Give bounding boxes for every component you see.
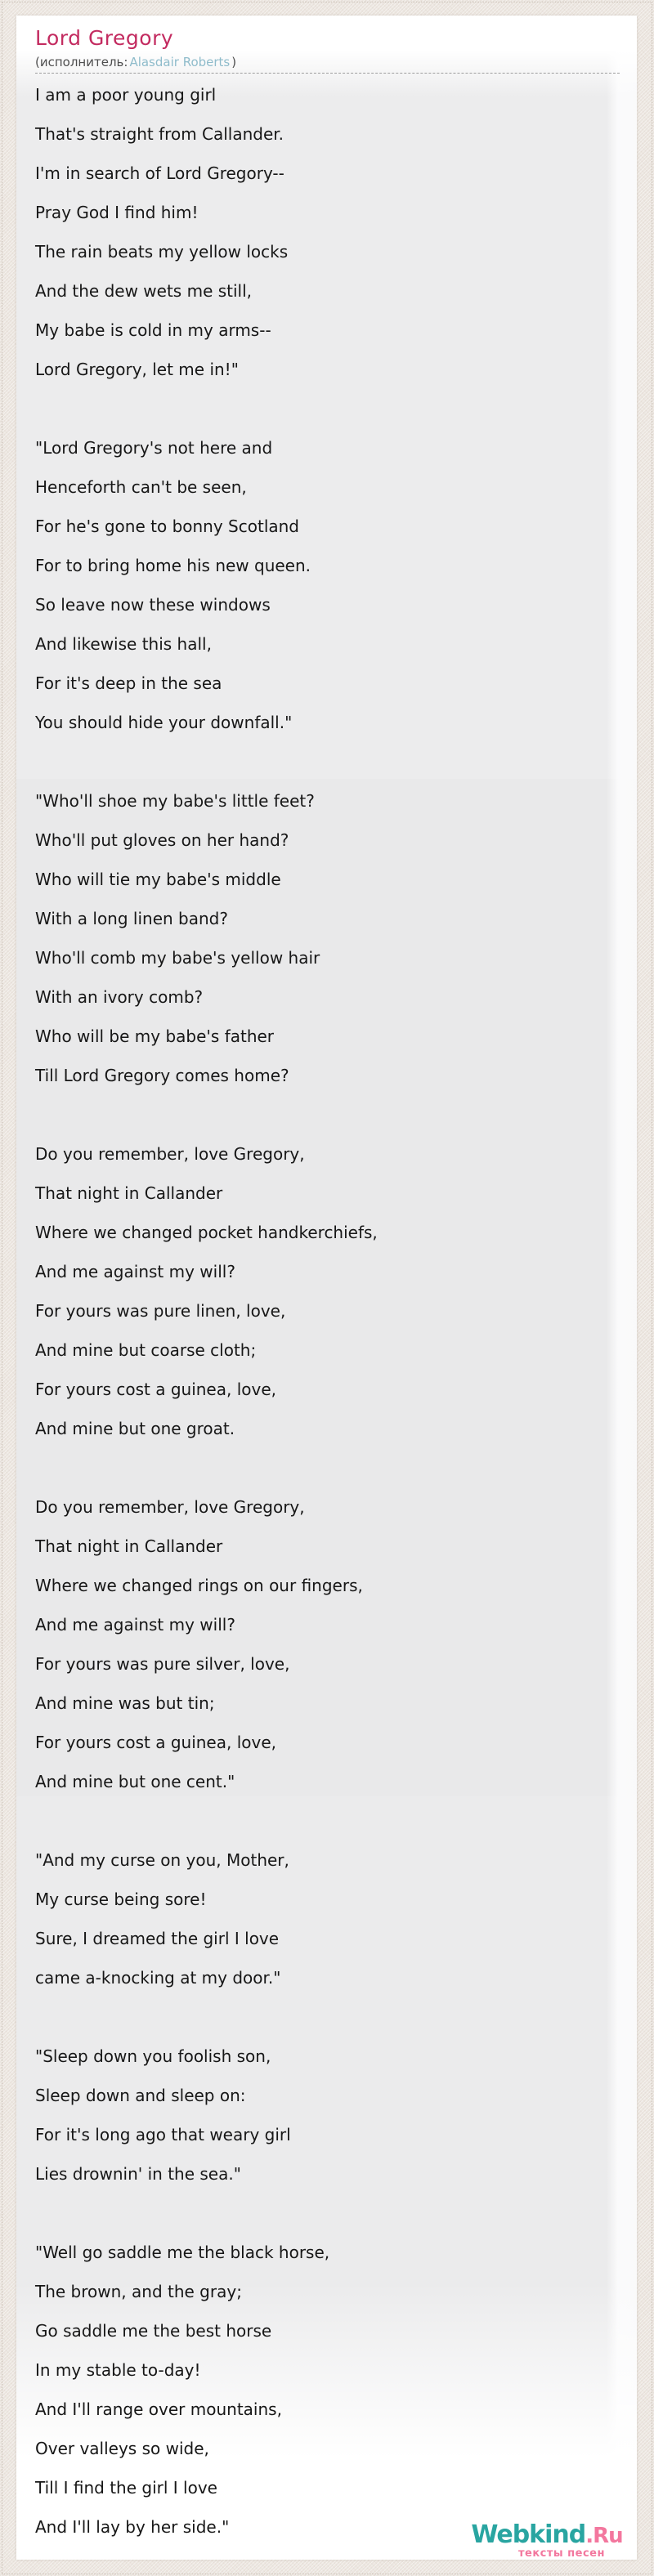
lyric-line: That night in Callander [35,1183,223,1203]
webkind-logo[interactable] [460,2520,634,2560]
lyric-line: You should hide your downfall." [35,713,293,732]
lyric-line: With a long linen band? [35,909,228,928]
content-card [16,16,637,2560]
lyric-line: Where we changed pocket handkerchiefs, [35,1223,378,1242]
lyric-line: And mine but one groat. [35,1419,235,1438]
stanza-gap [35,1997,637,2037]
performer-line [35,53,620,71]
lyric-line: In my stable to-day! [35,2360,201,2380]
stanza-gap [35,742,637,781]
lyric-line: Go saddle me the best horse [35,2321,272,2341]
lyric-line: came a-knocking at my door." [35,1968,281,1988]
logo-webkind-text: Webkind [471,2520,586,2549]
lyric-line: I'm in search of Lord Gregory-- [35,163,284,183]
lyric-line: And mine but one cent." [35,1772,235,1791]
lyric-line: Till I find the girl I love [35,2478,217,2498]
page-title: Lord Gregory [35,26,174,50]
performer-label: (исполнитель: [35,55,128,69]
lyric-line: And me against my will? [35,1262,235,1281]
lyric-line: For it's long ago that weary girl [35,2125,291,2144]
lyric-line: For to bring home his new queen. [35,556,311,575]
lyrics [16,74,637,2547]
lyric-line: And I'll range over mountains, [35,2399,282,2419]
lyric-line: Till Lord Gregory comes home? [35,1066,289,1085]
stanza-gap [35,1095,637,1134]
lyric-line: For yours was pure silver, love, [35,1654,290,1674]
lyric-line: For it's deep in the sea [35,673,222,693]
lyric-line: Over valleys so wide, [35,2439,209,2458]
lyric-line: Who will tie my babe's middle [35,870,281,889]
lyric-line: The brown, and the gray; [35,2282,242,2301]
stanza-gap [35,1801,637,1840]
lyric-line: "Lord Gregory's not here and [35,438,273,458]
lyric-line: Sure, I dreamed the girl I love [35,1929,280,1948]
lyric-line: Where we changed rings on our fingers, [35,1576,363,1595]
lyric-line: That night in Callander [35,1536,223,1556]
performer-close-paren: ) [231,55,237,69]
lyric-line: Lord Gregory, let me in!" [35,360,239,379]
lyric-line: For he's gone to bonny Scotland [35,517,299,536]
performer-link[interactable]: Alasdair Roberts [129,55,231,69]
lyric-line: For yours cost a guinea, love, [35,1380,276,1399]
lyric-line: For yours cost a guinea, love, [35,1733,276,1752]
lyric-line: Do you remember, love Gregory, [35,1497,305,1517]
lyric-line: Who will be my babe's father [35,1026,275,1046]
stanza-gap [35,1448,637,1487]
lyric-line: So leave now these windows [35,595,271,615]
lyric-line: And I'll lay by her side." [35,2517,230,2537]
lyric-line: "Who'll shoe my babe's little feet? [35,791,315,811]
lyric-line: Henceforth can't be seen, [35,477,247,497]
lyric-line: "Well go saddle me the black horse, [35,2243,330,2262]
logo-wordmark [460,2520,634,2549]
lyric-line: I am a poor young girl [35,85,217,105]
lyric-line: "Sleep down you foolish son, [35,2046,271,2066]
stanza-gap [35,2194,637,2233]
lyric-line: That's straight from Callander. [35,124,284,144]
lyric-line: Pray God I find him! [35,203,199,222]
lyric-line: And likewise this hall, [35,634,212,654]
lyric-line: And mine but coarse cloth; [35,1340,257,1360]
logo-ru-text: .Ru [585,2524,623,2548]
lyric-line: Sleep down and sleep on: [35,2086,246,2105]
lyric-line: My curse being sore! [35,1890,207,1909]
lyric-line: Who'll comb my babe's yellow hair [35,948,320,968]
lyric-line: My babe is cold in my arms-- [35,320,271,340]
lyric-line: Who'll put gloves on her hand? [35,830,289,850]
lyric-line: Lies drownin' in the sea." [35,2164,241,2184]
lyric-line: For yours was pure linen, love, [35,1301,286,1321]
lyric-line: "And my curse on you, Mother, [35,1850,289,1870]
lyric-line: With an ivory comb? [35,987,204,1007]
lyric-line: And me against my will? [35,1615,235,1635]
song-header [16,16,637,71]
stanza-gap [35,389,637,428]
lyric-line: And the dew wets me still, [35,281,253,301]
logo-tagline: тексты песен [517,2547,605,2560]
lyric-line: And mine was but tin; [35,1693,215,1713]
lyric-line: Do you remember, love Gregory, [35,1144,305,1164]
lyric-line: The rain beats my yellow locks [35,242,289,262]
